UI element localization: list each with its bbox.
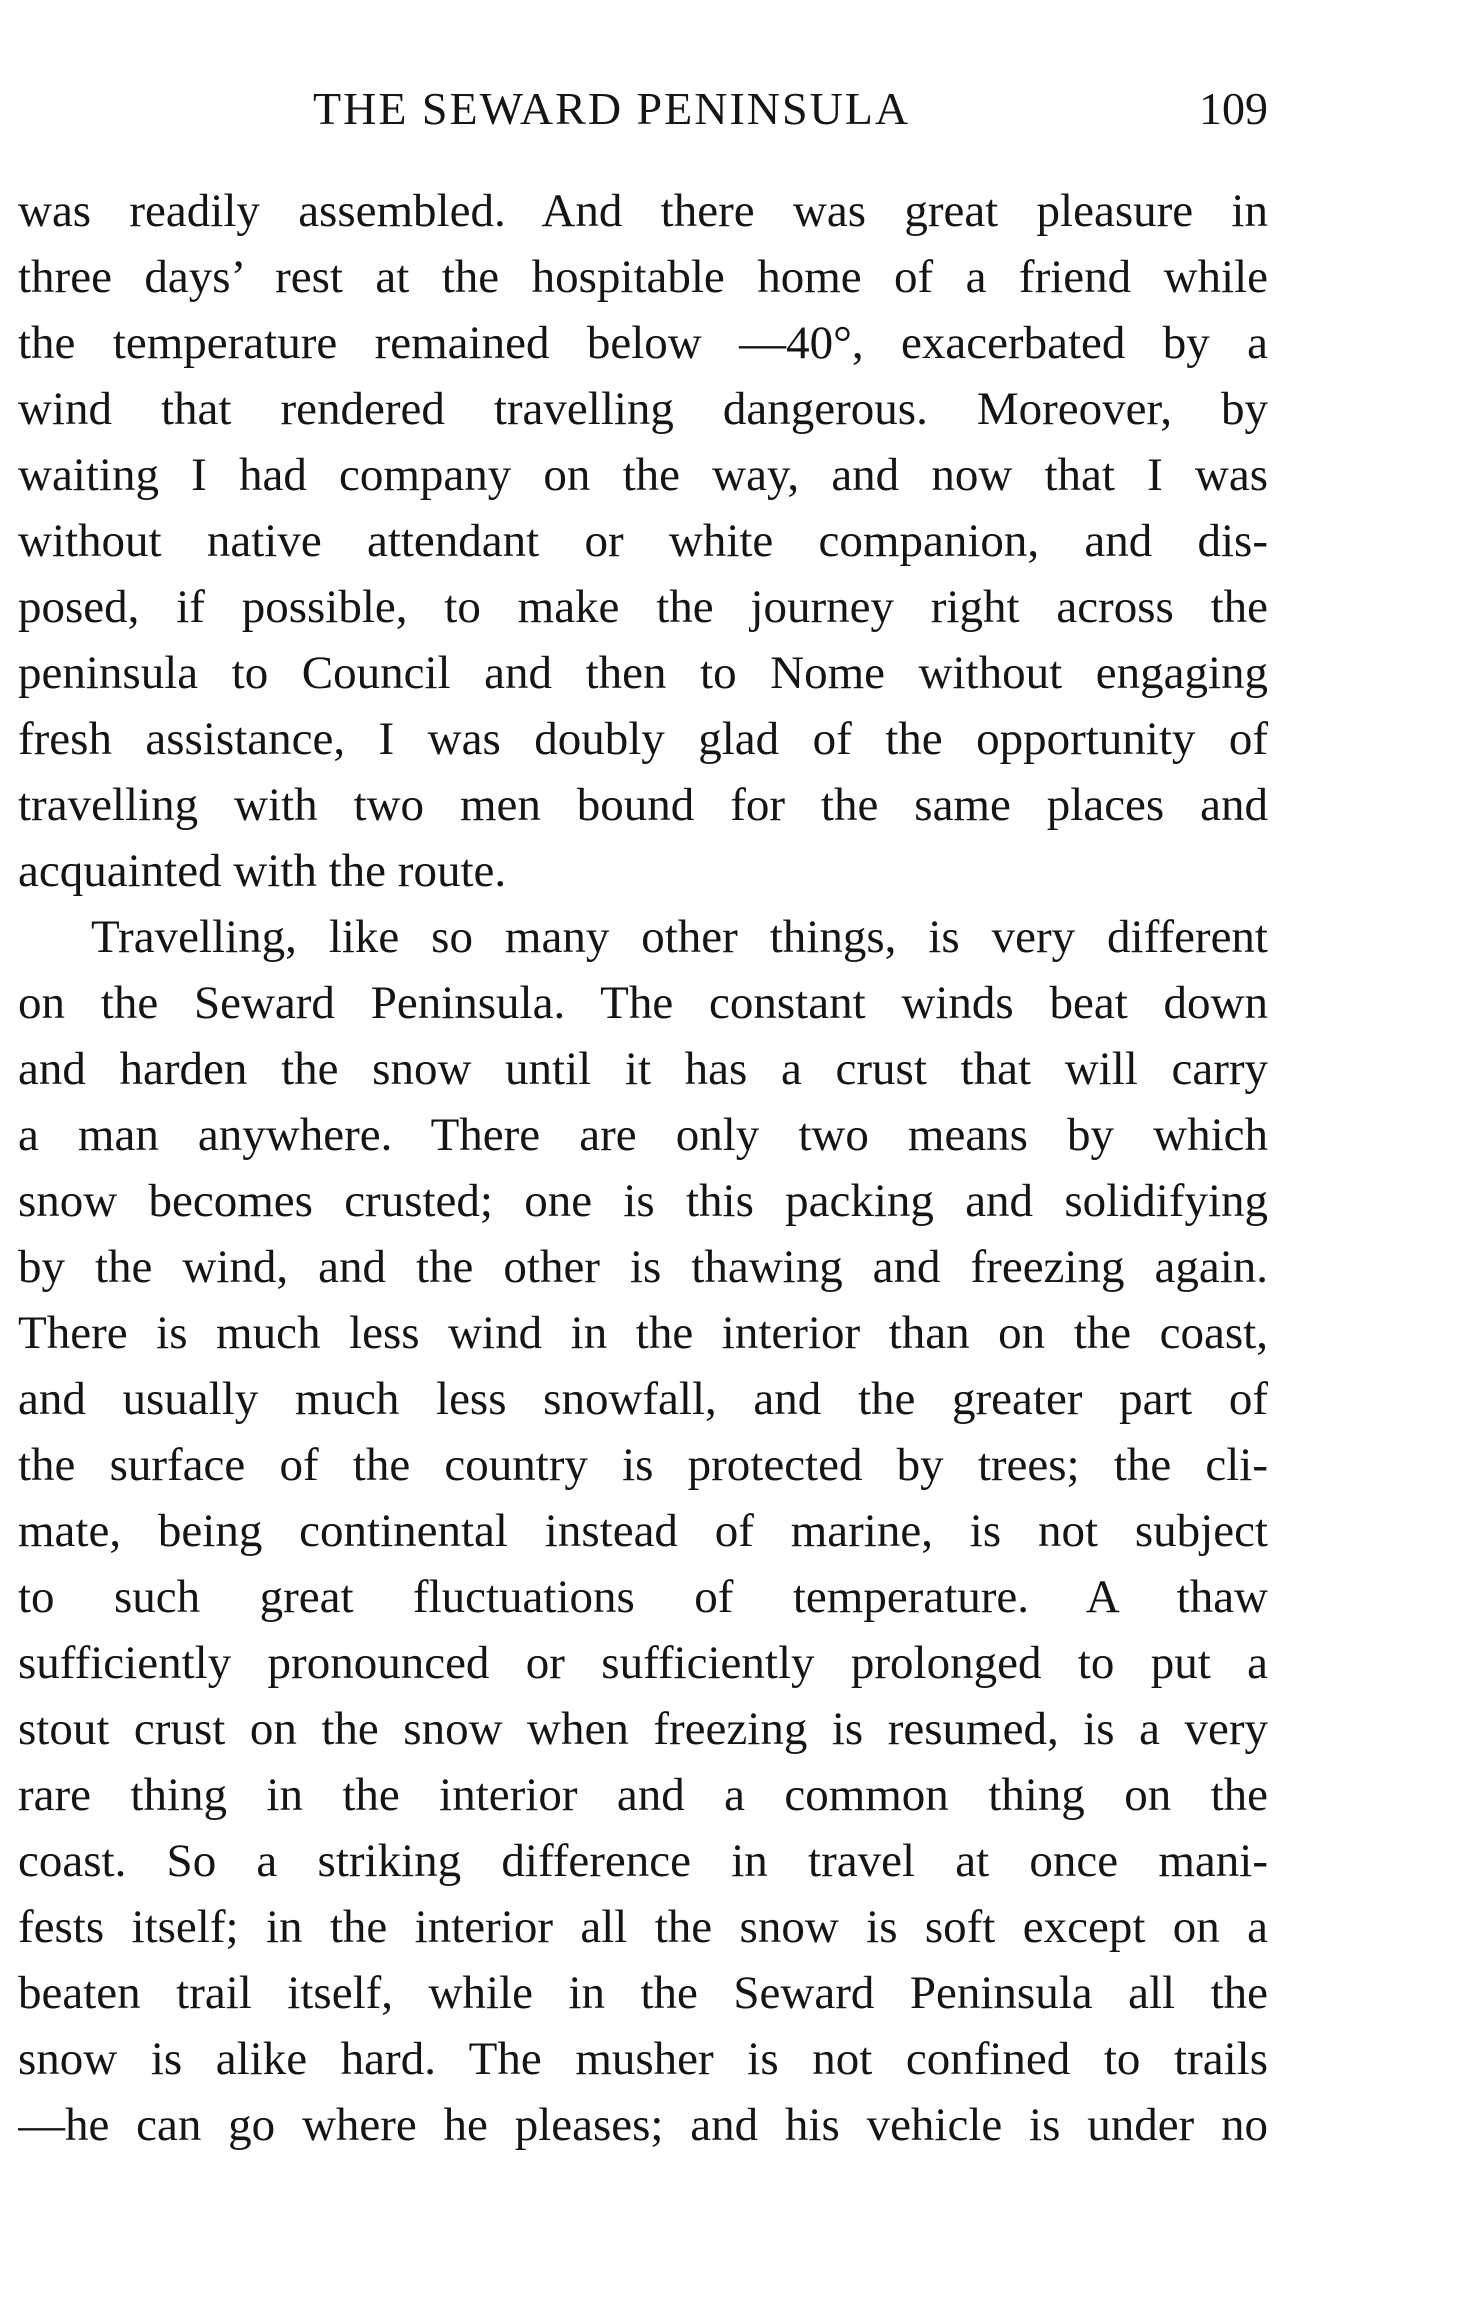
text-line: mate, being continental instead of marine, is not subject bbox=[18, 1505, 1268, 1557]
text-line: and usually much less snowfall, and the greater part of bbox=[18, 1373, 1268, 1425]
text-line: was readily assembled. And there was great pleasure in bbox=[18, 185, 1268, 237]
text-line: to such great fluctuations of temperature. A thaw bbox=[18, 1571, 1268, 1623]
text-line: fests itself; in the interior all the snow is soft except on a bbox=[18, 1901, 1268, 1953]
paragraph-first-line: Travelling, like so many other things, is very different bbox=[91, 911, 1268, 963]
text-line: snow becomes crusted; one is this packing and solidifying bbox=[18, 1175, 1268, 1227]
running-title: THE SEWARD PENINSULA bbox=[313, 83, 911, 134]
text-line: on the Seward Peninsula. The constant winds beat down bbox=[18, 977, 1268, 1029]
text-line: travelling with two men bound for the same places and bbox=[18, 779, 1268, 831]
text-line: sufficiently pronounced or sufficiently prolonged to put a bbox=[18, 1637, 1268, 1689]
paragraph-last-line: acquainted with the route. bbox=[18, 845, 507, 897]
text-line: snow is alike hard. The musher is not confined to trails bbox=[18, 2033, 1268, 2085]
page-number: 109 bbox=[1199, 83, 1268, 134]
text-line: by the wind, and the other is thawing and freezing again. bbox=[18, 1241, 1268, 1293]
body-text bbox=[18, 178, 1268, 2158]
text-line: a man anywhere. There are only two means by which bbox=[18, 1109, 1268, 1161]
text-line: the temperature remained below —40°, exacerbated by a bbox=[18, 317, 1268, 369]
text-line: beaten trail itself, while in the Seward Peninsula all the bbox=[18, 1967, 1268, 2019]
running-head bbox=[18, 74, 1268, 144]
text-line: —he can go where he pleases; and his vehicle is under no bbox=[18, 2099, 1268, 2151]
text-line: the surface of the country is protected by trees; the cli- bbox=[18, 1439, 1268, 1491]
text-line: wind that rendered travelling dangerous. Moreover, by bbox=[18, 383, 1268, 435]
text-line: coast. So a striking difference in travel at once mani- bbox=[18, 1835, 1268, 1887]
text-line: posed, if possible, to make the journey right across the bbox=[18, 581, 1268, 633]
text-line: and harden the snow until it has a crust that will carry bbox=[18, 1043, 1268, 1095]
text-line: stout crust on the snow when freezing is resumed, is a very bbox=[18, 1703, 1268, 1755]
text-line: There is much less wind in the interior than on the coast, bbox=[18, 1307, 1268, 1359]
text-line: without native attendant or white companion, and dis- bbox=[18, 515, 1268, 567]
text-line: rare thing in the interior and a common thing on the bbox=[18, 1769, 1268, 1821]
text-line: fresh assistance, I was doubly glad of the opportunity of bbox=[18, 713, 1268, 765]
text-line: waiting I had company on the way, and now that I was bbox=[18, 449, 1268, 501]
text-line: three days’ rest at the hospitable home of a friend while bbox=[18, 251, 1268, 303]
text-line: peninsula to Council and then to Nome without engaging bbox=[18, 647, 1268, 699]
